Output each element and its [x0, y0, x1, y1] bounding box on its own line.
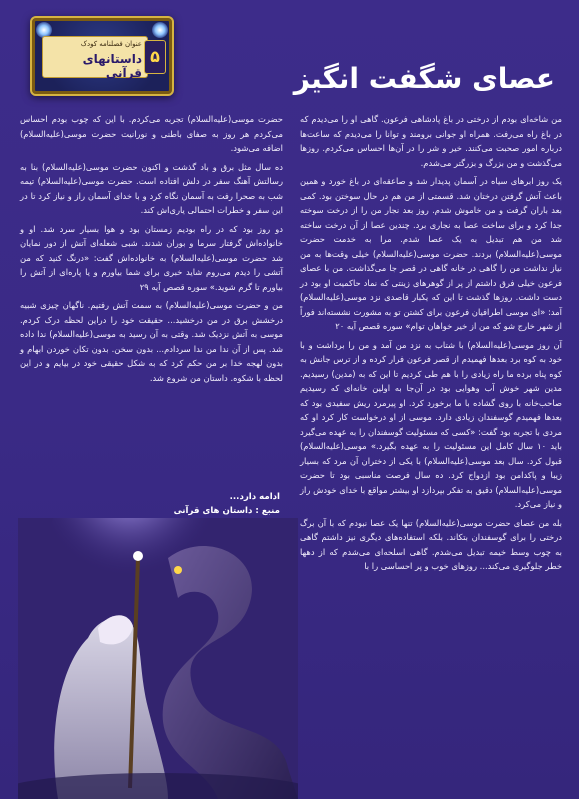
paragraph: حضرت موسی(علیه‌السلام) تجربه می‌کردم. با این که چوب بودم احساس می‌کردم هر روز به صفای باطنی و نورانیت حضرت موسی(علیه‌السلام) اضافه می‌شود. — [20, 114, 283, 153]
article-column-left — [20, 112, 283, 389]
staff-light-icon — [133, 551, 143, 561]
badge-kicker: عنوان فصلنامه کودک — [80, 40, 142, 48]
illustration-svg — [18, 518, 298, 799]
source-label: منبع : داستان های قرآنی — [173, 506, 280, 516]
paragraph: من و حضرت موسی(علیه‌السلام) به سمت آتش رفتیم. ناگهان چیزی شبیه درخشش برق در من درخشید... حقیقت خود را دراین لحظه درک کردم. موسی به آتش نزدیک شد. وقتی به آن رسید به موسی(علیه‌السلام) ندا داده شد. پس از آن ندا من ندا سردادم... بدون سخن. بدون تکان خوردن ابهام و بدون لهجه خدا بر من حکم کرد که به شکل حقیقی خود در بیایم و در این لحظه با شکوه. داستان من شروع شد. — [20, 300, 283, 383]
serpent-eye-icon — [174, 566, 182, 574]
paragraph: ده سال مثل برق و باد گذشت و اکنون حضرت موسی(علیه‌السلام) بنا به رسالتش آهنگ سفر در دلش افتاده است. حضرت موسی(علیه‌السلام) تیمه شب به صحرا رفت به آسمان نگاه کرد و با خدای آسمان راز و نیاز کرد تا در این سفر و خطرات احتمالی یاری‌اش کند. — [20, 161, 283, 215]
continue-label: ادامه دارد... — [229, 492, 280, 502]
badge-title: داستانهای قرآنی — [82, 52, 142, 80]
article-title: عصای شگفت انگیز — [293, 62, 555, 95]
orb-ornament-icon — [152, 22, 168, 38]
issue-number: ۵ — [144, 40, 166, 74]
paragraph: من شاخه‌ای بودم از درختی در باغ پادشاهی فرعون. گاهی او را می‌دیدم که در باغ راه می‌رفت. همراه او جوانی برومند و توانا را می‌دیدم که ساعت‌ها درباره امور صحبت می‌کنند. خیر و شر را در آن‌ها احساس می‌کردم. روزها می‌گذشت و من بزرگ و بزرگتر می‌شدم. — [300, 114, 562, 168]
article-column-right — [300, 112, 562, 578]
moses-staff-serpent-illustration — [18, 518, 298, 799]
series-badge — [30, 16, 174, 96]
paragraph: بله من عصای حضرت موسی(علیه‌السلام) تنها یک عصا نبودم که با آن برگ درختی را برای گوسفندان بتکاند. بلکه استفاده‌های دیگری نیز داشتم گاهی به چوب وسط خیمه تبدیل می‌شدم. گاهی اسلحه‌ای می‌شدم که از دهها خطر جلوگیری می‌کند... روزهای خوب و پر احساسی را با — [300, 517, 562, 571]
paragraph: یک روز ابرهای سیاه در آسمان پدیدار شد و صاعقه‌ای در باغ خورد و همین باعث آتش گرفتن درختان شد. قسمتی از من هم در حال سوختن بود. کمی بعد باران گرفت و من خاموش شدم. روز بعد نجار من را از درخت سوخته جدا کرد و برای ساخت عصا به نجاری برد. چندین عصا از آن درخت ساخته شد من هم تبدیل به یک عصا شدم. مرا به خدمت حضرت موسی(علیه‌السلام) بردند. حضرت موسی(علیه‌السلام) خیلی وقت‌ها به من نیاز نداشت من را گاهی در خانه گاهی در قصر جا می‌گذاشت. من با عصای فرعون خیلی فرق داشتم از پر از گوهرهای زینتی که نماد حاکمیت او بود در دست داشت. روزها گذشت تا این که یکبار قاصدی نزد موسی(علیه‌السلام) آمد: «ای موسی اطرافیان فرعون برای کشتن تو به مشورت نشسته‌اند فوراً از شهر خارج شو که من از خیر خواهان توام» سوره قصص آیه ۲۰ — [300, 176, 562, 331]
paragraph: آن روز موسی(علیه‌السلام) با شتاب به نزد من آمد و من را برداشت و با خود به کوه برد بعدها فهمیدم از قصر فرعون فرار کرده و از ترس جانش به کوه پناه برده ما راه زیادی را با هم طی کردیم تا این که به (مدین) رسیدیم. مدین شهر خوش آب وهوایی بود در آن‌جا به اولین خانه‌ای که رسیدیم صاحب‌خانه با روی گشاده با ما برخورد کرد. او پیرمرد ریش سفیدی بود که بعدها فهمیدم گوسفندان زیادی دارد. موسی از او درخواست کار کرد او که مردی با تجربه بود گفت: «کسی که مسئولیت گوسفندان را به عهده می‌گیرد باید ۱۰ سال کامل این مسئولیت را به عهده بگیرد.» موسی(علیه‌السلام) قبول کرد. سال بعد موسی(علیه‌السلام) با یکی از دختران آن مرد که بسیار زیبا و پاکدامن بود ازدواج کرد. ده سال فرصت مناسبی بود تا حضرت موسی(علیه‌السلام) دقیق به تفکر بپردازد او بیشتر مواقع با خدای خودش راز و نیاز می‌کرد. — [300, 339, 562, 509]
paragraph: دو روز بود که در راه بودیم زمستان بود و هوا بسیار سرد شد. او و خانواده‌اش گرفتار سرما و بوران شدند. شبی شعله‌ای آتش از دور نمایان شد حضرت موسی(علیه‌السلام) به خانواده‌اش گفت: «درنگ کنید که من آتشی را دیدم می‌روم شاید خبری برای شما بیاورم و یا پاره‌ای از آتش را بیاورم تا گرم شوید.» سوره قصص آیه ۲۹ — [20, 223, 283, 292]
